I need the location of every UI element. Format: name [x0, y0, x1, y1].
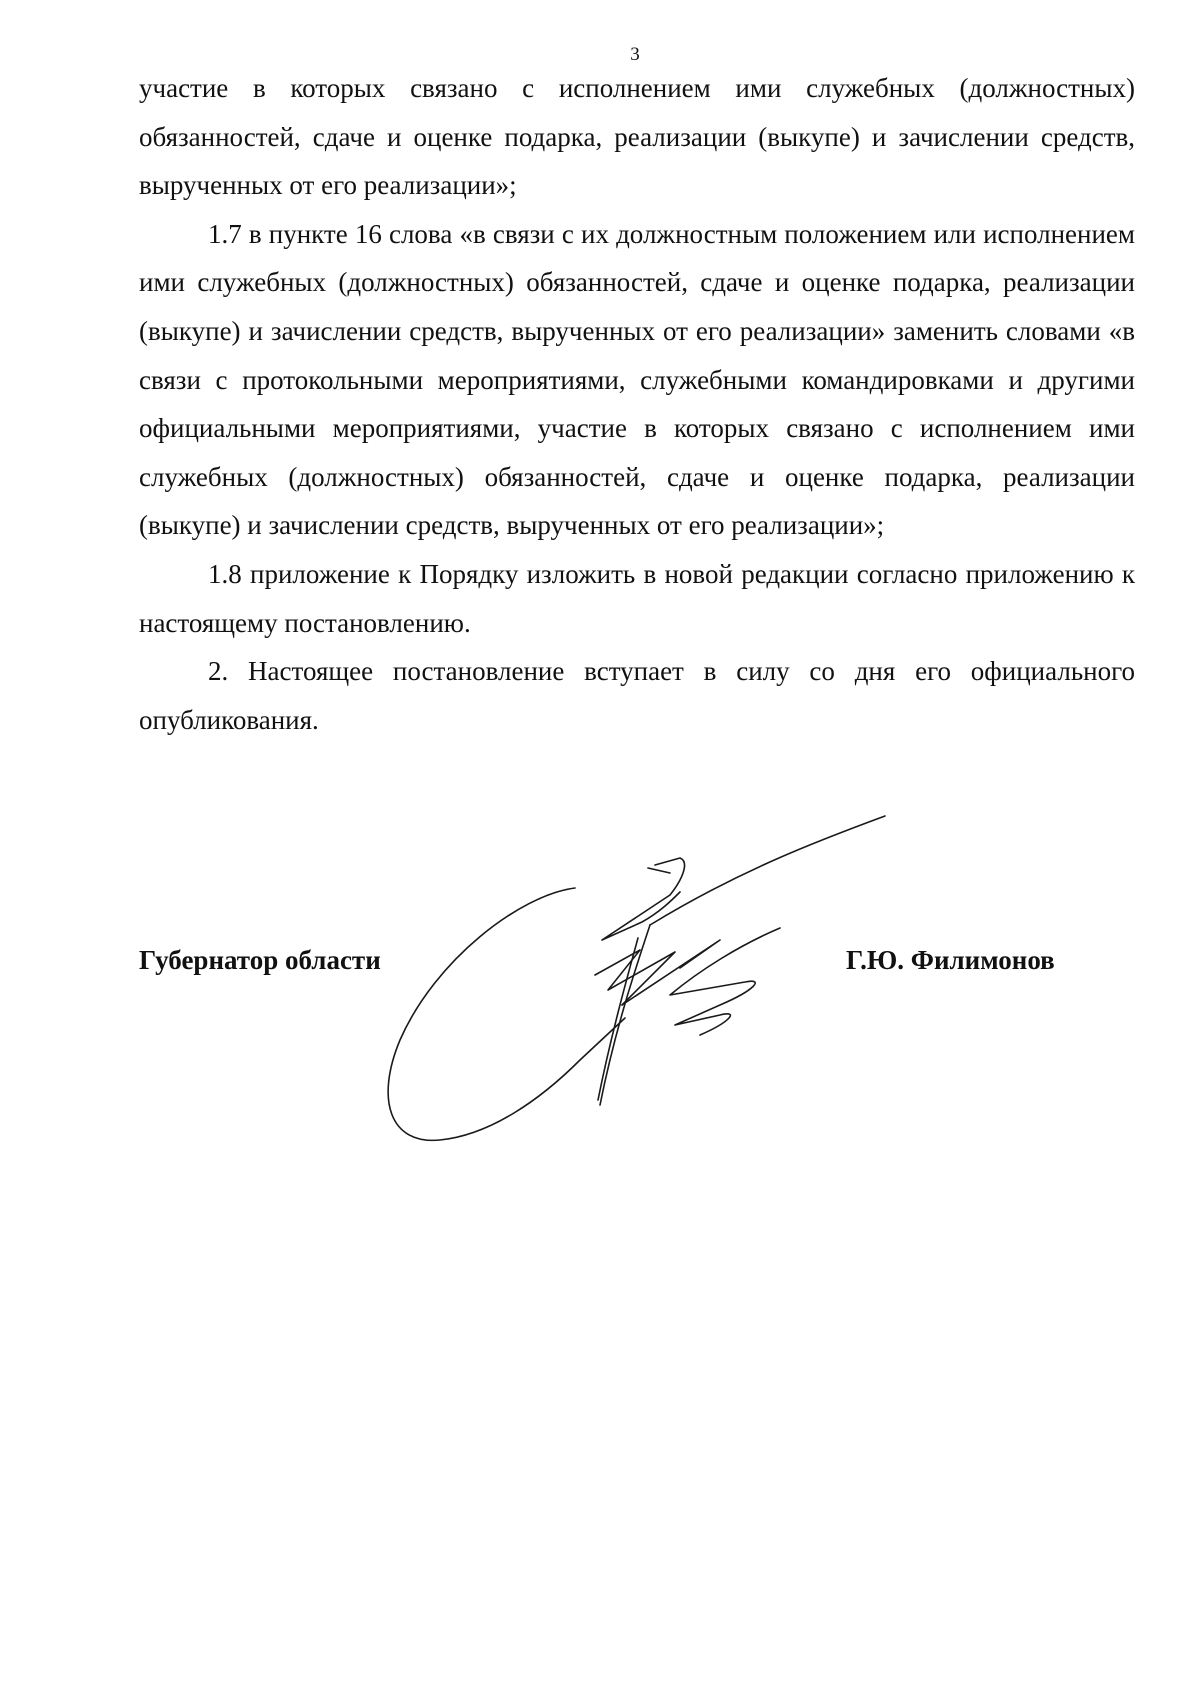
signatory-name: Г.Ю. Филимонов: [846, 945, 1055, 975]
paragraph-item-1-8: 1.8 приложение к Порядку изложить в новой редакции согласно приложению к настоящему постановлению.: [139, 558, 1135, 638]
paragraph-continuation: участие в которых связано с исполнением ими служебных (должностных) обязанностей, сдаче и оценке подарка, реализации (выкупе) и зачислении средств, вырученных от его реализации»;: [139, 73, 1135, 201]
paragraph-item-1-7: 1.7 в пункте 16 слова «в связи с их должностным положением или исполнением ими служебных (должностных) обязанностей, сдаче и оценке подарка, реализации (выкупе) и зачислении средств, вырученных от его реализации» заменить словами «в связи с протокольными мероприятиями, служебными командировками и другими официальными мероприятиями, участие в которых связано с исполнением ими служебных (должностных) обязанностей, сдаче и оценке подарка, реализации (выкупе) и зачислении средств, вырученных от его реализации»;: [139, 218, 1135, 541]
signatory-position: Губернатор области: [139, 945, 381, 975]
document-body: [139, 64, 1135, 744]
paragraph-item-2: 2. Настоящее постановление вступает в силу со дня его официального опубликования.: [139, 656, 1135, 735]
page-number: 3: [630, 44, 640, 65]
